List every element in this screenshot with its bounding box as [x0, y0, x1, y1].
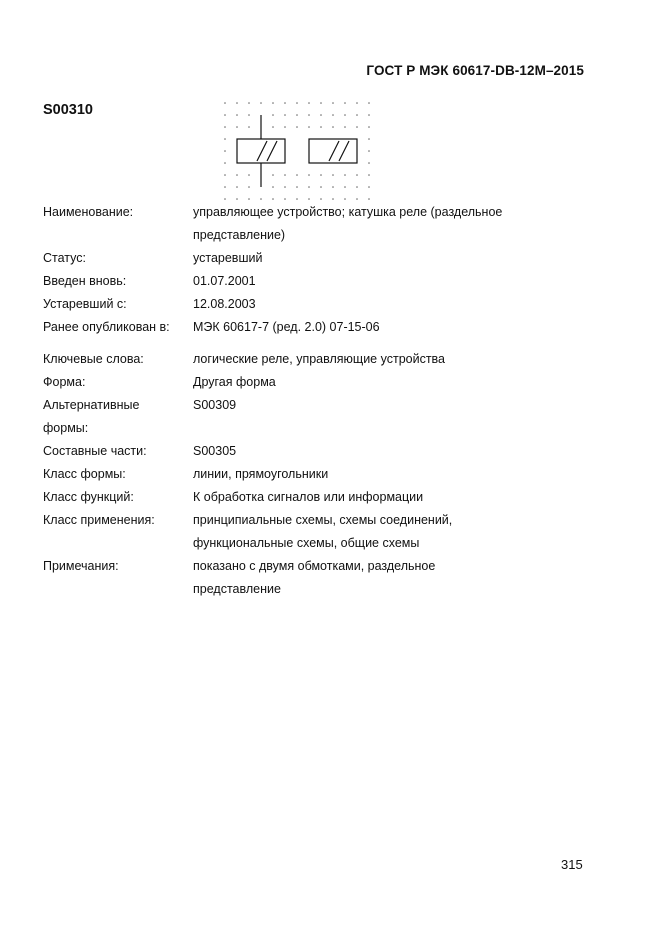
relay-coil-symbol-figure	[220, 98, 375, 202]
property-label: Статус:	[43, 251, 86, 265]
value-line: представление	[193, 582, 281, 596]
property-form-class	[43, 463, 603, 486]
property-label: Класс функций:	[43, 490, 134, 504]
label-line: формы:	[43, 421, 89, 435]
property-keywords	[43, 348, 603, 371]
property-value	[193, 509, 603, 555]
property-value	[193, 348, 603, 371]
property-form	[43, 371, 603, 394]
property-previously-published	[43, 316, 603, 339]
property-value	[193, 270, 603, 293]
value-line: МЭК 60617-7 (ред. 2.0) 07-15-06	[193, 320, 380, 334]
property-value	[193, 316, 603, 339]
property-application-class	[43, 509, 603, 555]
property-label: Введен вновь:	[43, 274, 127, 288]
property-value	[193, 247, 603, 270]
value-line: S00309	[193, 398, 237, 412]
property-value	[193, 486, 603, 509]
property-value	[193, 440, 603, 463]
relay-coil-symbol	[237, 115, 357, 187]
property-label: Ранее опубликован в:	[43, 320, 170, 334]
symbol-code: S00310	[43, 102, 93, 118]
property-label: Устаревший с:	[43, 297, 127, 311]
property-components	[43, 440, 603, 463]
property-label: Ключевые слова:	[43, 352, 144, 366]
value-line: 12.08.2003	[193, 297, 256, 311]
property-value	[193, 394, 603, 440]
page-number: 315	[561, 857, 583, 872]
property-value	[193, 555, 603, 601]
property-label: Форма:	[43, 375, 86, 389]
value-line: представление)	[193, 228, 286, 242]
grid-dots	[224, 102, 370, 200]
property-label: Наименование:	[43, 205, 134, 219]
value-line: Другая форма	[193, 375, 276, 389]
property-function-class	[43, 486, 603, 509]
value-line: логические реле, управляющие устройства	[193, 352, 446, 366]
value-line: S00305	[193, 444, 237, 458]
value-line: 01.07.2001	[193, 274, 256, 288]
value-line: К обработка сигналов или информации	[193, 490, 424, 504]
value-line: показано с двумя обмотками, раздельное	[193, 559, 436, 573]
value-line: управляющее устройство; катушка реле (раздельное	[193, 205, 503, 219]
value-line: линии, прямоугольники	[193, 467, 329, 481]
property-value	[193, 201, 603, 247]
property-label: Класс применения:	[43, 513, 155, 527]
property-value	[193, 371, 603, 394]
property-name	[43, 201, 603, 247]
property-value	[193, 293, 603, 316]
document-header-title: ГОСТ Р МЭК 60617-DB-12M–2015	[366, 63, 584, 78]
property-label	[43, 394, 191, 440]
property-label: Класс формы:	[43, 467, 126, 481]
value-line: устаревший	[193, 251, 263, 265]
property-obsolete-since	[43, 293, 603, 316]
property-alternative-forms	[43, 394, 603, 440]
property-status	[43, 247, 603, 270]
value-line: функциональные схемы, общие схемы	[193, 536, 420, 550]
value-line-empty	[193, 417, 603, 440]
property-introduced	[43, 270, 603, 293]
property-label: Составные части:	[43, 444, 147, 458]
property-notes	[43, 555, 603, 601]
label-line: Альтернативные	[43, 398, 140, 412]
property-value	[193, 463, 603, 486]
properties-table	[43, 201, 603, 601]
value-line: принципиальные схемы, схемы соединений,	[193, 513, 453, 527]
property-label: Примечания:	[43, 559, 119, 573]
